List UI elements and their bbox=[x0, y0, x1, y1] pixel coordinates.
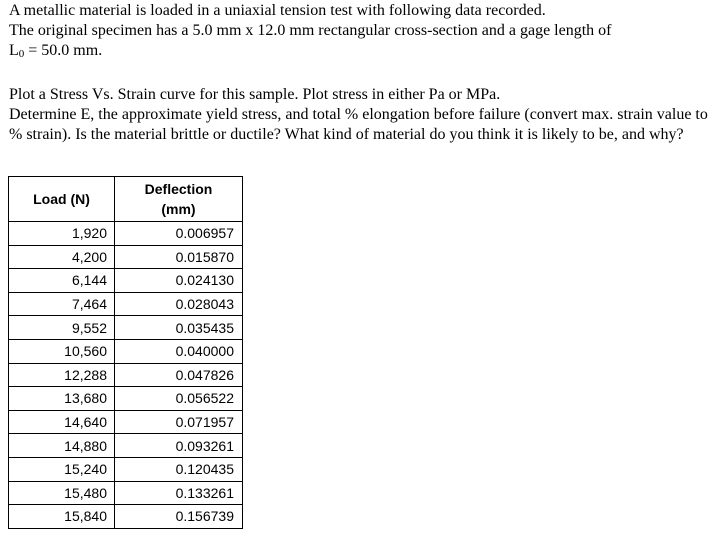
table-row bbox=[9, 434, 243, 458]
deflection-cell: 0.071957 bbox=[115, 410, 243, 434]
table-header-row bbox=[9, 177, 243, 222]
load-cell: 14,880 bbox=[9, 434, 115, 458]
table-row bbox=[9, 457, 243, 481]
load-cell: 10,560 bbox=[9, 339, 115, 363]
deflection-column-header bbox=[115, 177, 243, 222]
load-cell: 15,840 bbox=[9, 505, 115, 529]
problem-line-3 bbox=[9, 41, 714, 64]
deflection-cell: 0.035435 bbox=[115, 316, 243, 340]
table-row bbox=[9, 316, 243, 340]
deflection-header-line2: (mm) bbox=[161, 201, 196, 217]
instruction-line-2: Determine E, the approximate yield stress, and total % elongation before failure (convert max. strain value to % strain). Is the material brittle or ductile? What kind of material do you think it is likely to be, and why? bbox=[9, 106, 708, 143]
table-body bbox=[9, 222, 243, 529]
deflection-cell: 0.047826 bbox=[115, 363, 243, 387]
table-row bbox=[9, 339, 243, 363]
instruction-line-1: Plot a Stress Vs. Strain curve for this sample. Plot stress in either Pa or MPa. bbox=[9, 86, 501, 103]
paragraph-gap bbox=[9, 64, 714, 85]
load-cell: 15,480 bbox=[9, 481, 115, 505]
table-row bbox=[9, 222, 243, 246]
load-cell: 15,240 bbox=[9, 457, 115, 481]
deflection-header-line1: Deflection bbox=[144, 181, 213, 197]
problem-line-1: A metallic material is loaded in a uniaxial tension test with following data recorded. bbox=[9, 2, 546, 19]
table-row bbox=[9, 481, 243, 505]
deflection-cell: 0.040000 bbox=[115, 339, 243, 363]
load-cell: 6,144 bbox=[9, 269, 115, 293]
deflection-cell: 0.093261 bbox=[115, 434, 243, 458]
deflection-cell: 0.133261 bbox=[115, 481, 243, 505]
load-cell: 13,680 bbox=[9, 387, 115, 411]
problem-line-2: The original specimen has a 5.0 mm x 12.0 mm rectangular cross-section and a gage length of bbox=[9, 22, 612, 39]
load-cell: 12,288 bbox=[9, 363, 115, 387]
load-deflection-table bbox=[8, 176, 243, 529]
deflection-cell: 0.056522 bbox=[115, 387, 243, 411]
table-row bbox=[9, 363, 243, 387]
load-cell: 9,552 bbox=[9, 316, 115, 340]
deflection-cell: 0.024130 bbox=[115, 269, 243, 293]
deflection-cell: 0.156739 bbox=[115, 505, 243, 529]
table-row bbox=[9, 292, 243, 316]
load-cell: 7,464 bbox=[9, 292, 115, 316]
table-row bbox=[9, 410, 243, 434]
load-column-header: Load (N) bbox=[9, 177, 115, 222]
gage-length-subscript: 0 bbox=[18, 48, 25, 60]
deflection-cell: 0.006957 bbox=[115, 222, 243, 246]
table-row bbox=[9, 505, 243, 529]
table-row bbox=[9, 269, 243, 293]
table-row bbox=[9, 387, 243, 411]
deflection-cell: 0.015870 bbox=[115, 245, 243, 269]
load-cell: 14,640 bbox=[9, 410, 115, 434]
gage-length-symbol: L bbox=[9, 42, 19, 59]
table-row bbox=[9, 245, 243, 269]
gage-length-value: = 50.0 mm. bbox=[24, 42, 103, 59]
problem-statement bbox=[9, 1, 714, 145]
deflection-cell: 0.028043 bbox=[115, 292, 243, 316]
deflection-cell: 0.120435 bbox=[115, 457, 243, 481]
load-cell: 1,920 bbox=[9, 222, 115, 246]
load-cell: 4,200 bbox=[9, 245, 115, 269]
